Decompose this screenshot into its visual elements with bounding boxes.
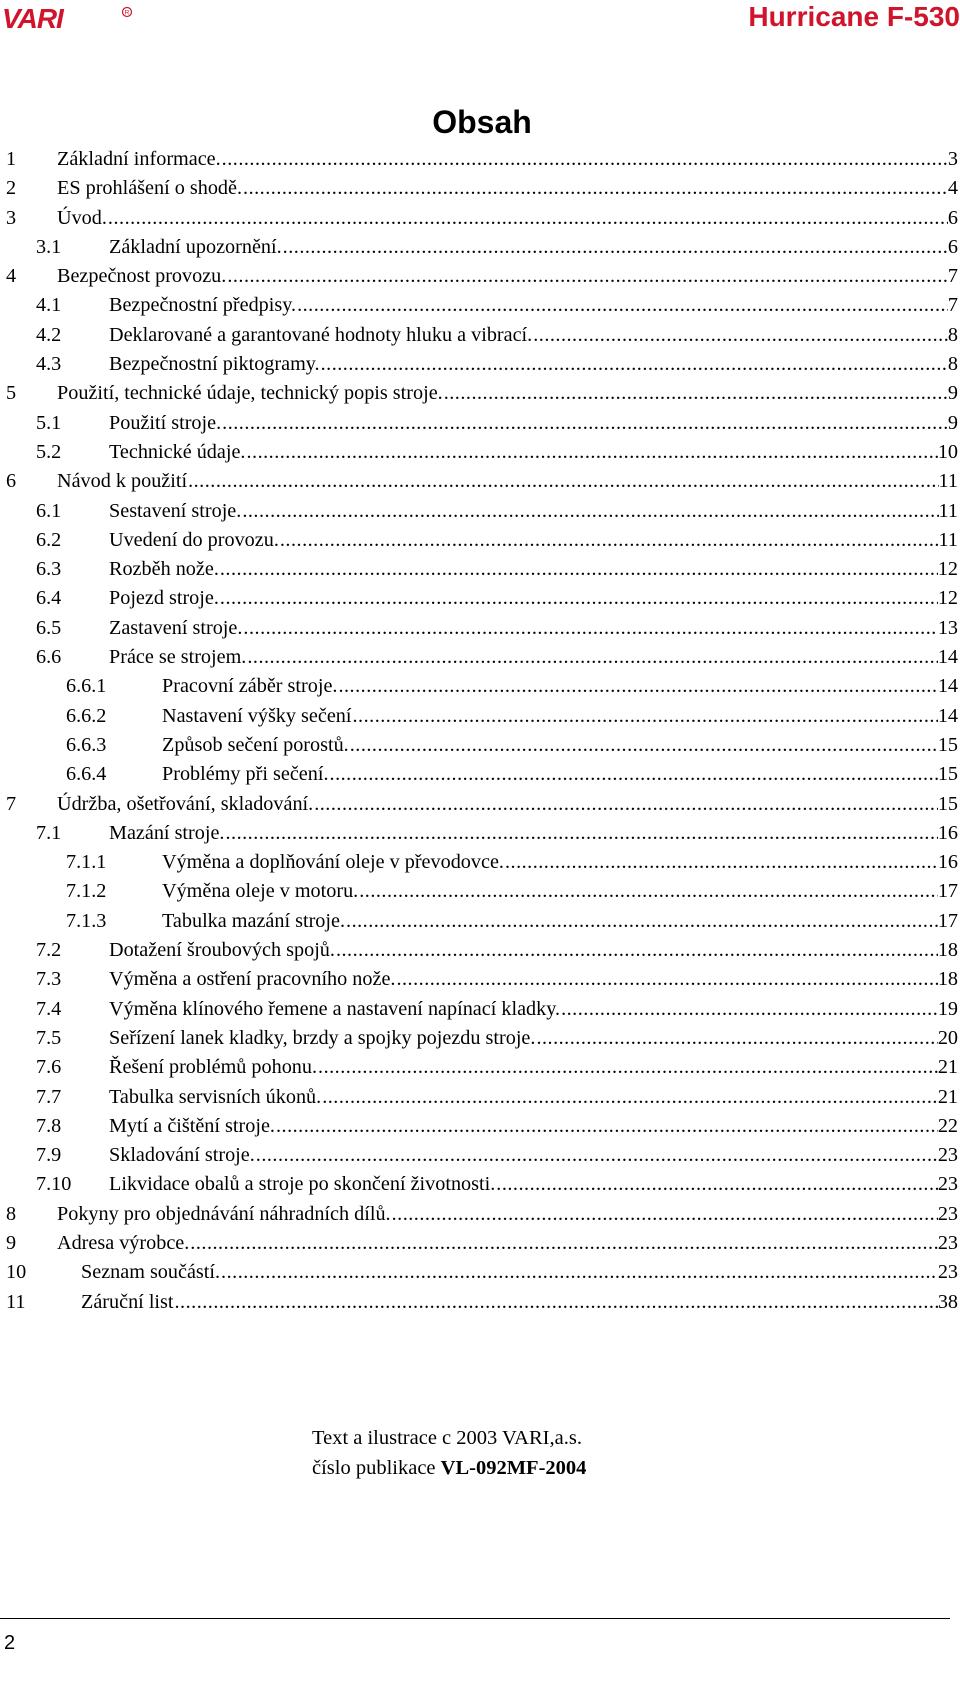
toc-dot-leader [174, 1288, 938, 1317]
toc-dot-leader [221, 145, 948, 174]
toc-entry-title: Mytí a čištění stroje. [109, 1114, 275, 1137]
toc-entry-page: 23 [937, 1173, 958, 1196]
toc-entry-title: Bezpečnostní předpisy. [109, 294, 297, 317]
toc-entry-title: Sestavení stroje. [109, 499, 242, 522]
toc-entry-page: 21 [937, 1056, 958, 1079]
toc-entry-number: 7.8 [36, 1114, 62, 1137]
toc-entry[interactable] [6, 497, 958, 526]
toc-entry-title: Pojezd stroje. [109, 587, 219, 610]
toc-entry-title: Tabulka mazání stroje. [162, 909, 346, 932]
toc-entry-title: Pokyny pro objednávání náhradních dílů. [57, 1202, 391, 1225]
toc-entry-page: 8 [947, 353, 958, 376]
toc-entry-number: 4 [6, 265, 17, 288]
toc-entry-number: 7.1.1 [66, 851, 107, 874]
toc-entry-number: 7.10 [36, 1173, 72, 1196]
toc-entry-page: 6 [947, 235, 958, 258]
toc-entry-number: 6.6.2 [66, 704, 107, 727]
toc-entry-page: 10 [937, 440, 958, 463]
toc-dot-leader [246, 643, 937, 672]
page-header [0, 0, 960, 40]
toc-dot-leader [560, 995, 938, 1024]
toc-entry[interactable] [6, 1053, 958, 1082]
toc-entry-title: Základní upozornění. [109, 235, 282, 258]
toc-entry-number: 7.4 [36, 997, 62, 1020]
toc-dot-leader [395, 965, 937, 994]
toc-dot-leader [349, 731, 938, 760]
toc-entry[interactable] [6, 1083, 958, 1112]
toc-entry-number: 6.5 [36, 616, 62, 639]
toc-dot-leader [337, 672, 937, 701]
toc-entry[interactable] [6, 1258, 958, 1287]
toc-entry-page: 11 [938, 499, 958, 522]
toc-entry-title: Bezpečnostní piktogramy. [109, 353, 320, 376]
toc-entry-page: 18 [937, 968, 958, 991]
toc-dot-leader [242, 174, 948, 203]
toc-entry-title: Řešení problémů pohonu. [109, 1056, 318, 1079]
toc-entry-page: 13 [937, 616, 958, 639]
toc-entry-title: Zastavení stroje. [109, 616, 243, 639]
toc-entry-page: 15 [937, 733, 958, 756]
toc-entry-number: 5.1 [36, 411, 62, 434]
toc-entry[interactable] [6, 1112, 958, 1141]
toc-entry-title: Adresa výrobce. [57, 1231, 190, 1254]
toc-entry-page: 11 [938, 528, 958, 551]
vari-logo [2, 4, 134, 32]
toc-entry-page: 17 [937, 909, 958, 932]
toc-dot-leader [245, 438, 937, 467]
toc-entry[interactable] [6, 790, 958, 819]
copyright-note [312, 1423, 586, 1483]
toc-entry-title: Problémy při sečení. [162, 763, 329, 786]
toc-entry-title: Návod k použití [57, 470, 188, 493]
toc-entry-number: 6.3 [36, 558, 62, 581]
toc-entry-number: 7.5 [36, 1026, 62, 1049]
toc-dot-leader [242, 614, 937, 643]
toc-entry-page: 15 [937, 763, 958, 786]
toc-entry[interactable] [6, 233, 958, 262]
toc-dot-leader [241, 497, 938, 526]
toc-entry[interactable] [6, 321, 958, 350]
toc-entry-number: 5 [6, 382, 17, 405]
toc-entry[interactable] [6, 204, 958, 233]
publication-number-label: číslo publikace [312, 1457, 441, 1479]
toc-entry[interactable] [6, 1288, 958, 1317]
toc-dot-leader [352, 702, 938, 731]
toc-entry-page: 23 [937, 1261, 958, 1284]
toc-entry-page: 15 [937, 792, 958, 815]
toc-dot-leader [296, 291, 948, 320]
toc-entry-page: 23 [937, 1202, 958, 1225]
product-title: Hurricane F-530 [748, 1, 960, 32]
toc-entry-page: 9 [947, 382, 958, 405]
toc-entry-number: 6.6 [36, 646, 62, 669]
logo-wordmark: VARI [2, 4, 63, 32]
toc-entry-number: 5.2 [36, 440, 62, 463]
toc-entry-page: 38 [937, 1290, 958, 1313]
toc-entry[interactable] [6, 731, 958, 760]
toc-entry-page: 7 [947, 265, 958, 288]
toc-entry-page: 4 [947, 177, 958, 200]
toc-entry[interactable] [6, 877, 958, 906]
toc-entry-page: 23 [937, 1144, 958, 1167]
toc-entry-page: 3 [947, 148, 958, 170]
toc-dot-leader [495, 1170, 938, 1199]
toc-entry-title: Skladování stroje. [109, 1144, 255, 1167]
toc-entry-title: Údržba, ošetřování, skladování. [57, 792, 314, 815]
toc-dot-leader [219, 555, 938, 584]
toc-entry-title: Základní informace. [57, 148, 221, 170]
toc-entry-page: 22 [937, 1114, 958, 1137]
toc-entry-title: Úvod. [57, 206, 107, 229]
toc-entry-page: 18 [937, 939, 958, 962]
toc-entry-page: 21 [937, 1085, 958, 1108]
toc-entry-title: Likvidace obalů a stroje po skončení životnosti. [109, 1173, 496, 1196]
toc-dot-leader [443, 379, 948, 408]
toc-entry-page: 14 [937, 646, 958, 669]
toc-entry-page: 11 [938, 470, 958, 493]
svg-text:R: R [124, 9, 130, 17]
toc-entry-page: 23 [937, 1231, 958, 1254]
table-of-contents [6, 145, 958, 1317]
toc-dot-leader [535, 1024, 937, 1053]
toc-entry-title: Výměna oleje v motoru. [162, 880, 359, 903]
toc-entry[interactable] [6, 1141, 958, 1170]
toc-entry-title: ES prohlášení o shodě. [57, 177, 243, 200]
toc-entry-number: 7.7 [36, 1085, 62, 1108]
toc-entry-title: Práce se strojem. [109, 646, 247, 669]
toc-entry-number: 3 [6, 206, 17, 229]
toc-entry-page: 14 [937, 675, 958, 698]
toc-dot-leader [358, 877, 938, 906]
toc-dot-leader [391, 1200, 938, 1229]
toc-entry[interactable] [6, 1170, 958, 1199]
toc-entry-page: 7 [947, 294, 958, 317]
toc-entry[interactable] [6, 438, 958, 467]
toc-dot-leader [321, 1083, 938, 1112]
toc-entry-number: 6.4 [36, 587, 62, 610]
toc-entry-title: Seřízení lanek kladky, brzdy a spojky pojezdu stroje. [109, 1026, 536, 1049]
footer-divider [0, 1618, 950, 1619]
toc-dot-leader [219, 584, 938, 613]
toc-entry[interactable] [6, 672, 958, 701]
toc-entry-title: Tabulka servisních úkonů. [109, 1085, 322, 1108]
toc-entry-number: 4.1 [36, 294, 62, 317]
toc-entry-title: Pracovní záběr stroje. [162, 675, 338, 698]
toc-entry-title: Použití stroje. [109, 411, 222, 434]
toc-entry-title: Bezpečnost provozu. [57, 265, 227, 288]
toc-dot-leader [317, 1053, 938, 1082]
toc-dot-leader [220, 1258, 938, 1287]
toc-entry-title: Deklarované a garantované hodnoty hluku a vibrací. [109, 323, 533, 346]
toc-entry[interactable] [6, 555, 958, 584]
toc-entry[interactable] [6, 350, 958, 379]
toc-entry-number: 4.3 [36, 353, 62, 376]
toc-entry[interactable] [6, 262, 958, 291]
toc-entry-page: 12 [937, 558, 958, 581]
toc-entry-number: 7.1.3 [66, 909, 107, 932]
toc-dot-leader [107, 204, 948, 233]
toc-entry-page: 16 [937, 821, 958, 844]
toc-entry-page: 20 [937, 1026, 958, 1049]
toc-entry-title: Záruční list [81, 1290, 174, 1313]
toc-entry-number: 7.1 [36, 821, 62, 844]
toc-entry-page: 9 [947, 411, 958, 434]
toc-dot-leader [282, 233, 948, 262]
toc-entry[interactable] [6, 1200, 958, 1229]
toc-entry[interactable] [6, 409, 958, 438]
toc-entry-page: 16 [937, 851, 958, 874]
toc-dot-leader [255, 1141, 938, 1170]
toc-entry[interactable] [6, 643, 958, 672]
toc-dot-leader [335, 936, 938, 965]
toc-entry-page: 19 [937, 997, 958, 1020]
publication-number-line [312, 1453, 586, 1483]
toc-entry[interactable] [6, 1229, 958, 1258]
toc-entry-page: 17 [937, 880, 958, 903]
toc-entry-number: 3.1 [36, 235, 62, 258]
toc-entry[interactable] [6, 1024, 958, 1053]
toc-dot-leader [189, 1229, 938, 1258]
toc-entry-page: 14 [937, 704, 958, 727]
toc-entry-title: Technické údaje. [109, 440, 246, 463]
toc-entry-number: 11 [6, 1290, 26, 1313]
toc-entry-title: Uvedení do provozu. [109, 528, 279, 551]
toc-entry-number: 8 [6, 1202, 17, 1225]
toc-entry-title: Seznam součástí. [81, 1261, 221, 1284]
toc-dot-leader [221, 409, 948, 438]
toc-entry[interactable] [6, 995, 958, 1024]
toc-entry-title: Výměna a ostření pracovního nože. [109, 968, 396, 991]
toc-entry-number: 1 [6, 148, 17, 170]
toc-dot-leader [504, 848, 938, 877]
toc-entry[interactable] [6, 174, 958, 203]
toc-dot-leader [275, 1112, 938, 1141]
toc-dot-leader [345, 907, 938, 936]
toc-entry[interactable] [6, 467, 958, 496]
toc-entry-number: 7.2 [36, 939, 62, 962]
toc-dot-leader [313, 790, 938, 819]
toc-entry-number: 7.3 [36, 968, 62, 991]
toc-entry-title: Výměna klínového řemene a nastavení napínací kladky. [109, 997, 561, 1020]
toc-entry-number: 6.6.1 [66, 675, 107, 698]
toc-entry-title: Rozběh nože. [109, 558, 219, 581]
toc-entry-page: 6 [947, 206, 958, 229]
page-number: 2 [4, 1632, 16, 1654]
toc-dot-leader [329, 760, 938, 789]
toc-entry[interactable] [6, 819, 958, 848]
publication-number-code: VL-092MF-2004 [440, 1457, 587, 1479]
copyright-line: Text a ilustrace c 2003 VARI,a.s. [312, 1427, 582, 1449]
toc-entry-number: 9 [6, 1231, 17, 1254]
toc-entry-number: 7.1.2 [66, 880, 107, 903]
toc-entry-page: 8 [947, 323, 958, 346]
toc-entry[interactable] [6, 145, 958, 174]
toc-entry-title: Výměna a doplňování oleje v převodovce. [162, 851, 504, 874]
toc-entry-number: 7.9 [36, 1144, 62, 1167]
toc-entry-number: 2 [6, 177, 17, 200]
toc-entry-number: 4.2 [36, 323, 62, 346]
toc-entry-title: Použití, technické údaje, technický popis stroje. [57, 382, 443, 405]
toc-entry[interactable] [6, 291, 958, 320]
toc-dot-leader [187, 467, 938, 496]
toc-entry[interactable] [6, 936, 958, 965]
toc-entry[interactable] [6, 526, 958, 555]
toc-entry-number: 6.2 [36, 528, 62, 551]
toc-dot-leader [532, 321, 948, 350]
toc-entry-number: 10 [6, 1261, 27, 1284]
toc-entry[interactable] [6, 965, 958, 994]
toc-dot-leader [320, 350, 948, 379]
toc-entry-number: 6 [6, 470, 17, 493]
toc-entry[interactable] [6, 760, 958, 789]
toc-entry-number: 7.6 [36, 1056, 62, 1079]
toc-entry[interactable] [6, 848, 958, 877]
toc-dot-leader [226, 262, 948, 291]
toc-entry-number: 7 [6, 792, 17, 815]
toc-entry-number: 6.6.3 [66, 733, 107, 756]
toc-dot-leader [224, 819, 937, 848]
toc-entry[interactable] [6, 584, 958, 613]
toc-entry-title: Způsob sečení porostů. [162, 733, 349, 756]
toc-dot-leader [279, 526, 939, 555]
toc-entry[interactable] [6, 379, 958, 408]
toc-entry[interactable] [6, 614, 958, 643]
toc-entry-title: Mazání stroje. [109, 821, 225, 844]
toc-entry-title: Dotažení šroubových spojů. [109, 939, 335, 962]
toc-entry[interactable] [6, 907, 958, 936]
toc-entry-page: 12 [937, 587, 958, 610]
toc-entry-number: 6.6.4 [66, 763, 107, 786]
toc-entry-number: 6.1 [36, 499, 62, 522]
toc-entry-title: Nastavení výšky sečení [162, 704, 352, 727]
toc-entry[interactable] [6, 702, 958, 731]
toc-heading: Obsah [432, 104, 532, 140]
